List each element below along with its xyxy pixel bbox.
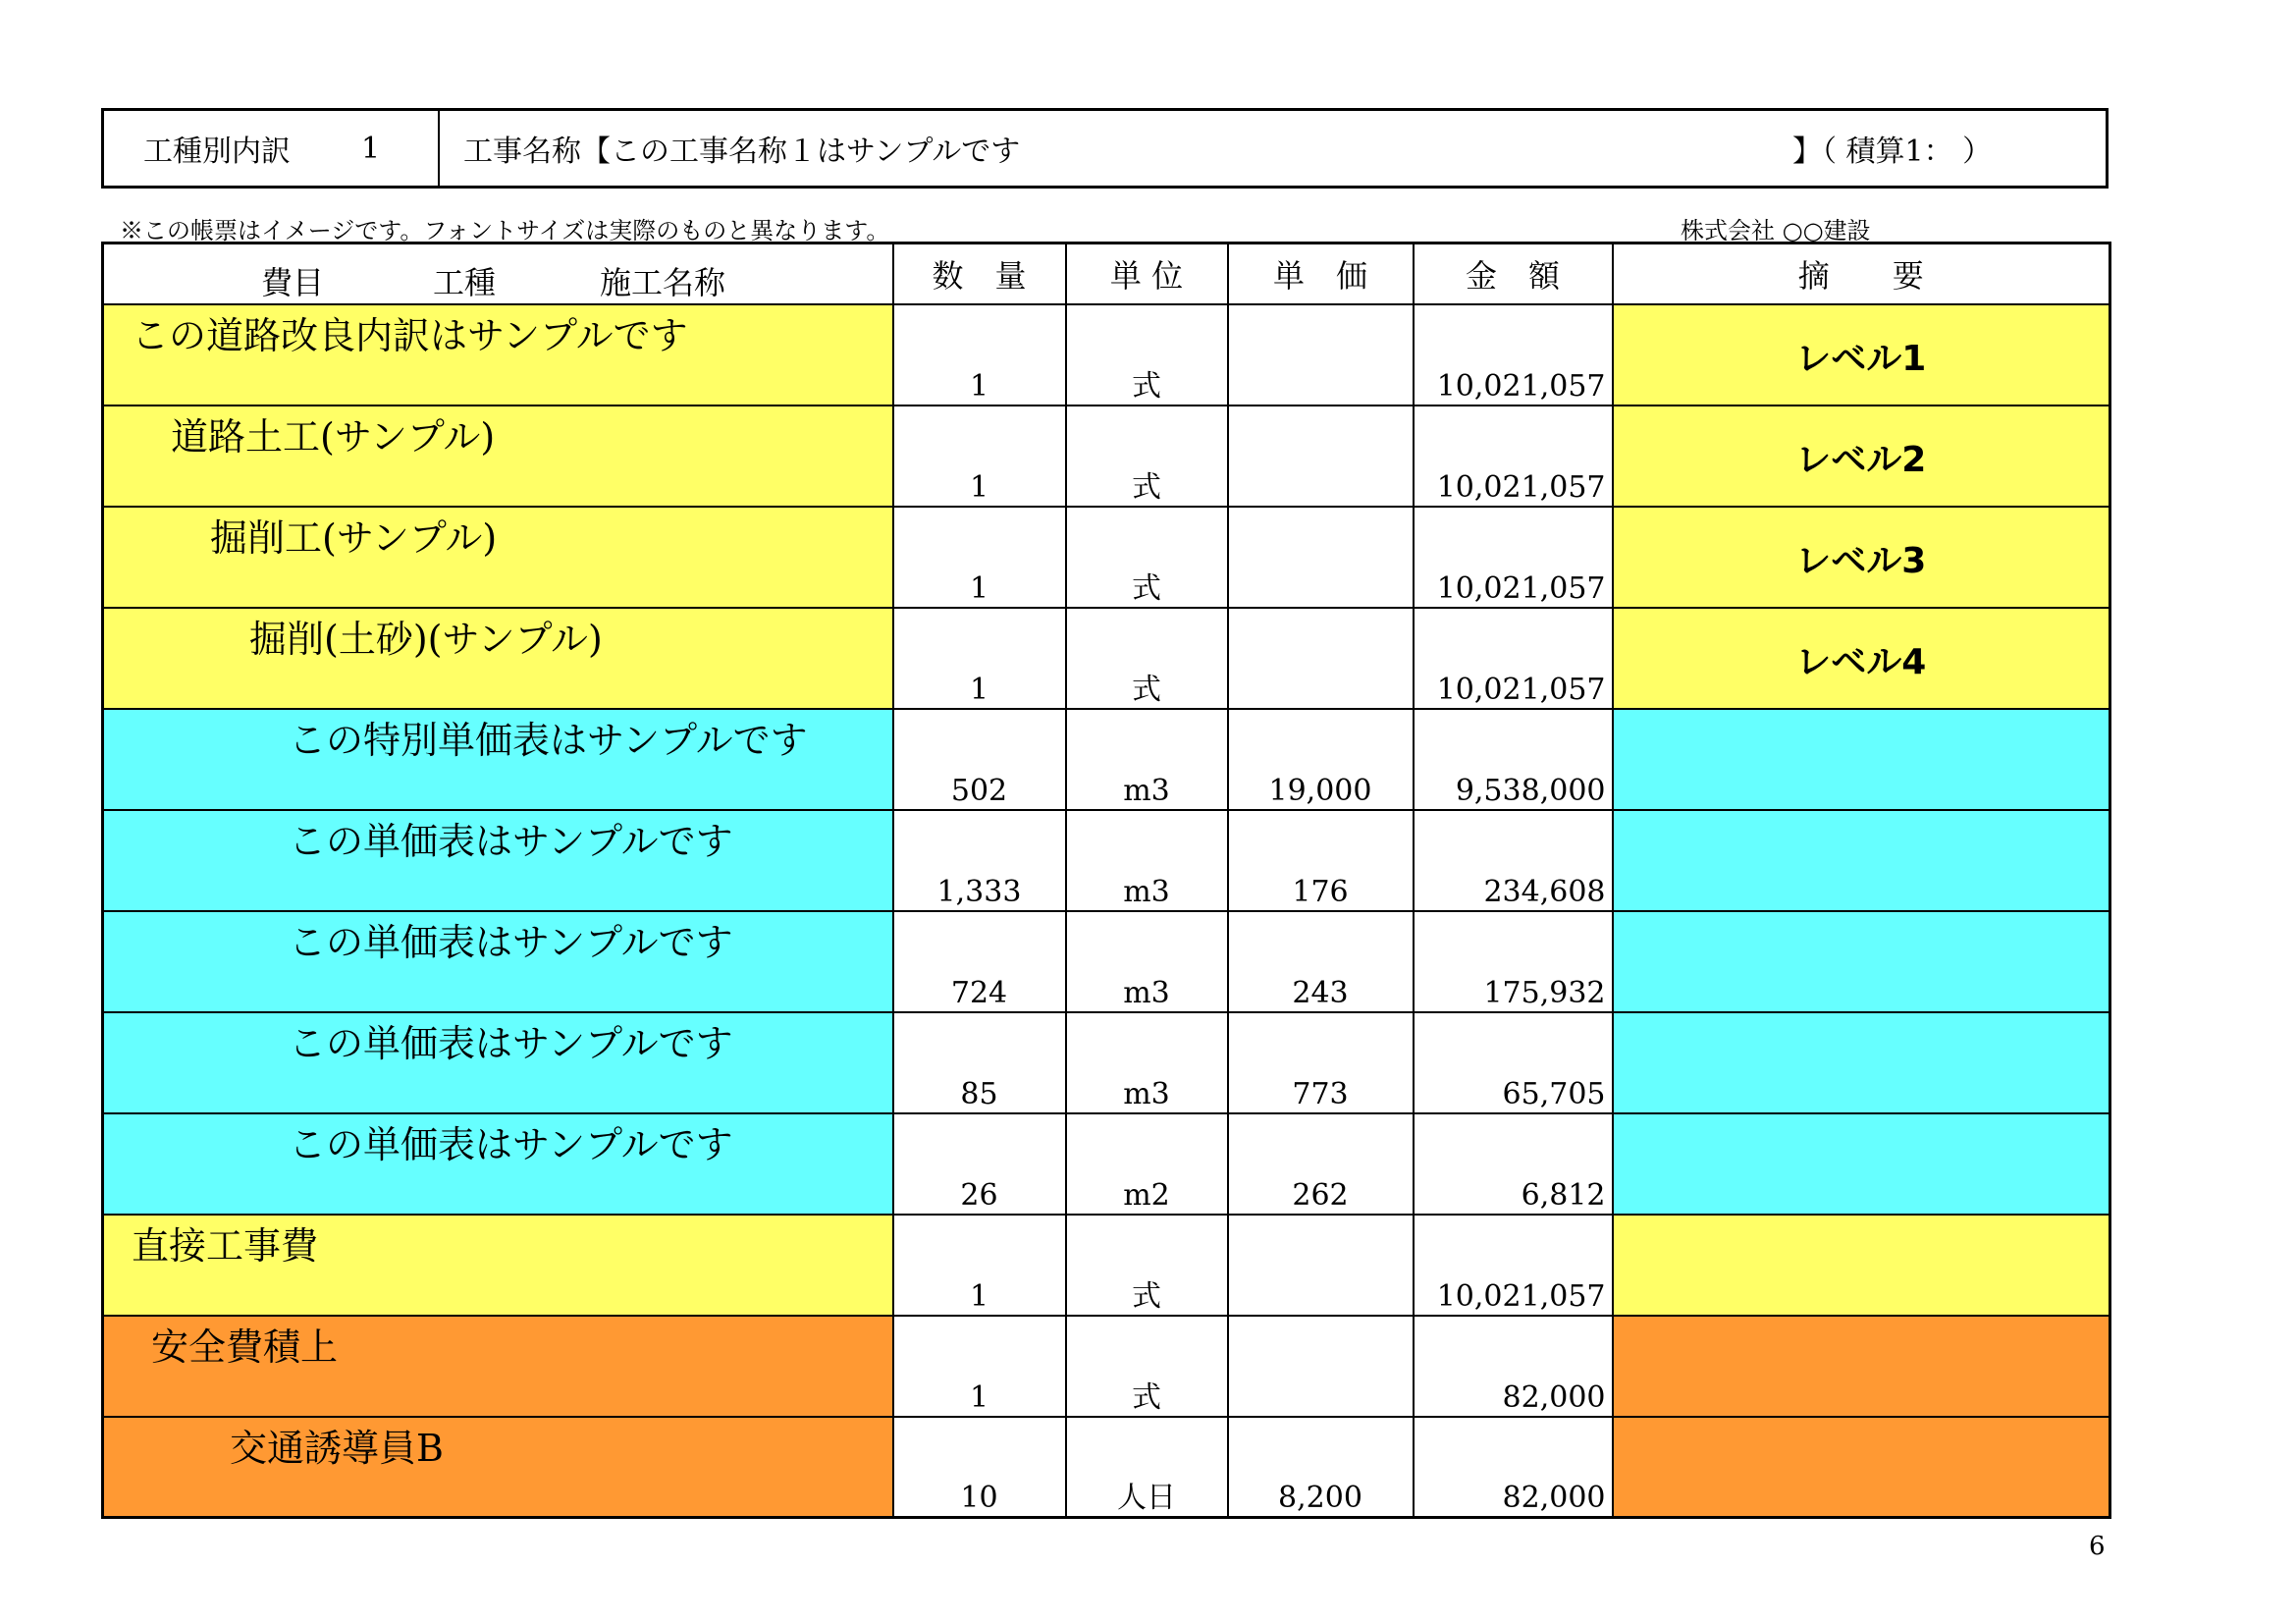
col-header-name — [103, 243, 893, 304]
col-header-unit: 単 位 — [1066, 243, 1228, 304]
row-amount: 175,932 — [1483, 975, 1606, 1010]
note-text: ※この帳票はイメージです。フォントサイズは実際のものと異なります。 — [120, 217, 890, 244]
row-amount: 6,812 — [1521, 1177, 1606, 1213]
row-price-cell — [1228, 1012, 1414, 1113]
row-price: 8,200 — [1278, 1481, 1362, 1515]
table-row — [103, 1113, 2110, 1215]
row-name: この道路改良内訳はサンプルです — [132, 313, 688, 357]
row-amount: 10,021,057 — [1436, 469, 1606, 505]
row-unit: 式 — [1132, 1278, 1161, 1314]
row-unit: m3 — [1123, 773, 1170, 808]
row-memo-cell — [1613, 406, 2110, 507]
row-memo-cell — [1613, 911, 2110, 1012]
row-memo-cell — [1613, 608, 2110, 709]
category-number: 1 — [361, 131, 381, 166]
row-qty-cell — [893, 810, 1066, 911]
row-price: 243 — [1292, 975, 1349, 1010]
row-memo-cell — [1613, 709, 2110, 810]
row-qty-cell — [893, 1215, 1066, 1316]
row-amount: 234,608 — [1483, 874, 1606, 909]
row-amount-cell — [1414, 608, 1613, 709]
row-amount: 82,000 — [1502, 1379, 1606, 1415]
row-memo-cell — [1613, 1316, 2110, 1417]
row-qty: 1 — [969, 1379, 989, 1415]
row-amount: 82,000 — [1502, 1481, 1606, 1515]
row-unit: 式 — [1132, 469, 1161, 505]
row-qty: 1 — [969, 672, 989, 707]
row-amount: 65,705 — [1502, 1076, 1606, 1111]
row-qty: 85 — [960, 1076, 998, 1111]
category-label: 工種別内訳 — [143, 135, 291, 169]
row-name: 掘削(土砂)(サンプル) — [249, 617, 603, 661]
row-name-cell — [103, 1417, 893, 1518]
row-unit: 人日 — [1117, 1481, 1176, 1515]
row-name-cell — [103, 304, 893, 406]
row-amount-cell — [1414, 810, 1613, 911]
header-box — [101, 108, 2109, 189]
row-memo: レベル3 — [1795, 540, 1927, 581]
row-qty-cell — [893, 1417, 1066, 1518]
row-unit: m3 — [1123, 1076, 1170, 1111]
table-row — [103, 304, 2110, 406]
project-cell — [440, 111, 2106, 186]
row-name: この単価表はサンプルです — [289, 920, 733, 964]
row-amount-cell — [1414, 1215, 1613, 1316]
table-row — [103, 1316, 2110, 1417]
row-unit-cell — [1066, 810, 1228, 911]
row-name: 安全費積上 — [151, 1325, 339, 1369]
row-amount-cell — [1414, 1316, 1613, 1417]
row-name: 掘削工(サンプル) — [210, 515, 498, 560]
row-amount-cell — [1414, 911, 1613, 1012]
row-name: 道路土工(サンプル) — [171, 414, 496, 459]
table-row — [103, 608, 2110, 709]
row-price-cell — [1228, 810, 1414, 911]
col-header-amount: 金 額 — [1414, 243, 1613, 304]
row-amount: 10,021,057 — [1436, 368, 1606, 404]
col-header-price: 単 価 — [1228, 243, 1414, 304]
row-qty-cell — [893, 304, 1066, 406]
col-header-sekou: 施工名称 — [600, 264, 726, 301]
row-amount-cell — [1414, 304, 1613, 406]
row-amount-cell — [1414, 1012, 1613, 1113]
row-memo-cell — [1613, 810, 2110, 911]
row-unit-cell — [1066, 1316, 1228, 1417]
row-memo-cell — [1613, 1215, 2110, 1316]
project-label: 工事名称【この工事名称１はサンプルです — [463, 135, 1021, 169]
project-close: 】（ 積算1： ） — [1792, 135, 1993, 169]
row-unit: 式 — [1132, 672, 1161, 707]
row-qty-cell — [893, 1113, 1066, 1215]
row-memo: レベル4 — [1795, 641, 1927, 682]
row-qty-cell — [893, 1012, 1066, 1113]
row-qty-cell — [893, 608, 1066, 709]
row-name-cell — [103, 1316, 893, 1417]
table-row — [103, 911, 2110, 1012]
row-qty: 502 — [950, 773, 1008, 808]
row-price-cell — [1228, 1316, 1414, 1417]
row-memo-cell — [1613, 1417, 2110, 1518]
row-name: この特別単価表はサンプルです — [289, 718, 808, 762]
row-unit-cell — [1066, 1417, 1228, 1518]
row-unit-cell — [1066, 507, 1228, 608]
row-memo-cell — [1613, 507, 2110, 608]
row-price-cell — [1228, 911, 1414, 1012]
row-price: 262 — [1292, 1177, 1349, 1213]
row-price-cell — [1228, 608, 1414, 709]
row-amount-cell — [1414, 507, 1613, 608]
row-price-cell — [1228, 507, 1414, 608]
table-row — [103, 709, 2110, 810]
row-unit: 式 — [1132, 368, 1161, 404]
category-cell — [104, 111, 440, 186]
row-unit-cell — [1066, 304, 1228, 406]
row-memo: レベル2 — [1795, 439, 1927, 480]
row-unit: 式 — [1132, 570, 1161, 606]
row-qty-cell — [893, 507, 1066, 608]
row-amount: 9,538,000 — [1455, 773, 1606, 808]
table-row — [103, 507, 2110, 608]
row-qty: 10 — [960, 1481, 998, 1515]
row-price-cell — [1228, 709, 1414, 810]
row-unit-cell — [1066, 1113, 1228, 1215]
row-memo-cell — [1613, 1012, 2110, 1113]
table-row — [103, 1215, 2110, 1316]
row-unit-cell — [1066, 608, 1228, 709]
row-name: この単価表はサンプルです — [289, 819, 733, 863]
breakdown-table — [101, 242, 2111, 1519]
row-name-cell — [103, 911, 893, 1012]
row-name-cell — [103, 1215, 893, 1316]
row-unit: m3 — [1123, 975, 1170, 1010]
row-unit: 式 — [1132, 1379, 1161, 1415]
table-header-row — [103, 243, 2110, 304]
table-row — [103, 406, 2110, 507]
row-memo: レベル1 — [1795, 338, 1927, 379]
row-name-cell — [103, 709, 893, 810]
row-price: 19,000 — [1268, 773, 1372, 808]
col-header-qty: 数 量 — [893, 243, 1066, 304]
row-memo-cell — [1613, 304, 2110, 406]
row-qty: 724 — [950, 975, 1008, 1010]
row-name: この単価表はサンプルです — [289, 1021, 733, 1065]
col-header-memo: 摘 要 — [1613, 243, 2110, 304]
row-price-cell — [1228, 304, 1414, 406]
row-qty: 1 — [969, 570, 989, 606]
company-name: 株式会社 ○○建設 — [1681, 217, 1871, 244]
row-qty: 26 — [960, 1177, 998, 1213]
row-unit-cell — [1066, 709, 1228, 810]
row-price: 773 — [1292, 1076, 1349, 1111]
row-price-cell — [1228, 1215, 1414, 1316]
row-qty-cell — [893, 911, 1066, 1012]
row-amount: 10,021,057 — [1436, 570, 1606, 606]
row-amount: 10,021,057 — [1436, 1278, 1606, 1314]
row-qty: 1 — [969, 469, 989, 505]
row-unit-cell — [1066, 1215, 1228, 1316]
row-qty-cell — [893, 1316, 1066, 1417]
row-name: この単価表はサンプルです — [289, 1122, 733, 1166]
col-header-koushu: 工種 — [433, 264, 497, 301]
row-name-cell — [103, 608, 893, 709]
row-name-cell — [103, 406, 893, 507]
row-price-cell — [1228, 1417, 1414, 1518]
row-name-cell — [103, 507, 893, 608]
col-header-himoku: 費目 — [261, 264, 325, 301]
row-name-cell — [103, 1012, 893, 1113]
row-memo-cell — [1613, 1113, 2110, 1215]
row-qty-cell — [893, 406, 1066, 507]
row-qty-cell — [893, 709, 1066, 810]
row-unit: m3 — [1123, 874, 1170, 909]
row-price: 176 — [1292, 874, 1349, 909]
row-qty: 1,333 — [936, 874, 1022, 909]
row-qty: 1 — [969, 1278, 989, 1314]
table-row — [103, 1012, 2110, 1113]
table-row — [103, 1417, 2110, 1518]
row-name-cell — [103, 1113, 893, 1215]
row-unit: m2 — [1123, 1177, 1170, 1213]
row-price-cell — [1228, 406, 1414, 507]
row-qty: 1 — [969, 368, 989, 404]
row-unit-cell — [1066, 911, 1228, 1012]
row-price-cell — [1228, 1113, 1414, 1215]
row-name: 交通誘導員B — [230, 1426, 444, 1470]
row-amount-cell — [1414, 709, 1613, 810]
row-amount: 10,021,057 — [1436, 672, 1606, 707]
row-unit-cell — [1066, 1012, 1228, 1113]
row-amount-cell — [1414, 1417, 1613, 1518]
table-row — [103, 810, 2110, 911]
page-number: 6 — [2089, 1532, 2106, 1561]
row-name: 直接工事費 — [132, 1223, 319, 1268]
row-amount-cell — [1414, 406, 1613, 507]
row-amount-cell — [1414, 1113, 1613, 1215]
row-name-cell — [103, 810, 893, 911]
row-unit-cell — [1066, 406, 1228, 507]
